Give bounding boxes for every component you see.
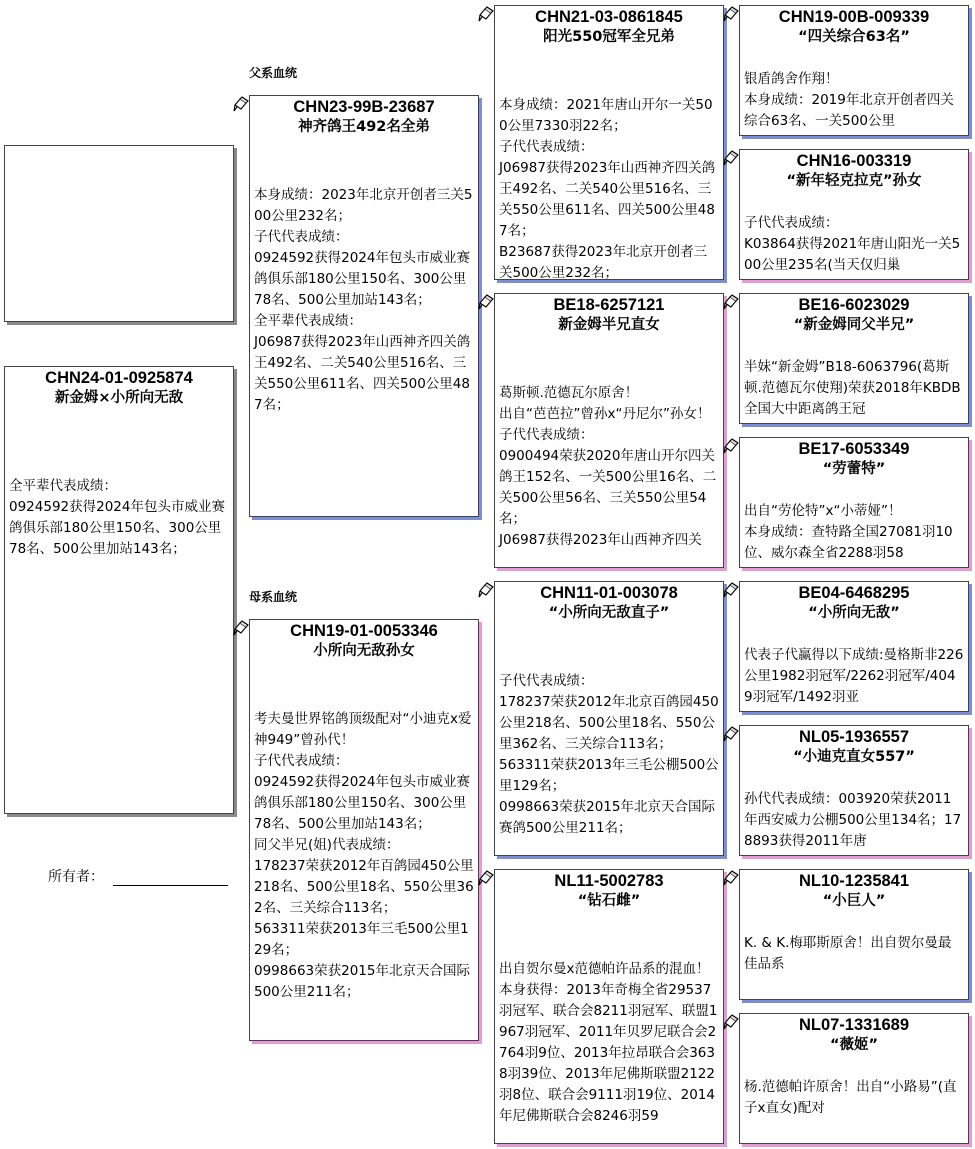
ssd-ring-number: CHN16-003319 (796, 152, 912, 170)
dsd-name: “小迪克直女557” (793, 749, 915, 765)
pin-icon (478, 870, 494, 886)
sds-note: 半妹“新金姆”B18-6063796(葛斯顿.范德瓦尔使翔)荣获2018年KBDB全国大中距离鸽王冠 (744, 359, 961, 417)
dam-note: 考夫曼世界铭鸽顶级配对“小迪克x爱神949”曾孙代！ 子代代表成绩： 0924592获得2024年包头市威业赛鸽俱乐部180公里150名、300公里78名、500公里加站143名； 同父半兄(姐)代表成绩： 178237荣获2012年百鸽园450公里218名、500公里18名、550公里362名、三关综合113名； 563311荣获2013年三毛500公里129名； 0998663荣获2015年北京天合国际500公里211名； (254, 711, 474, 1000)
pin-icon (233, 96, 249, 112)
sire-name: 神齐鸽王492名全弟 (298, 119, 430, 135)
pin-icon (723, 6, 739, 22)
pin-icon (723, 438, 739, 454)
subject-ring-number: CHN24-01-0925874 (45, 369, 193, 387)
dss-note: 代表子代赢得以下成绩:曼格斯非226公里1982羽冠军/2262羽冠军/4049羽冠军/1492羽亚 (744, 647, 964, 705)
sire-ring-number: CHN23-99B-23687 (293, 98, 435, 116)
sds-card[interactable] (739, 293, 969, 424)
sire-line-label: 父系血统 (249, 66, 298, 80)
sss-name: “四关综合63名” (798, 29, 910, 45)
dam-dam-card[interactable] (494, 869, 724, 1144)
dam-ring-number: CHN19-01-0053346 (290, 622, 438, 640)
dam-dam-ring-number: NL11-5002783 (554, 872, 664, 890)
subject-card[interactable] (4, 366, 234, 814)
pin-icon (478, 294, 494, 310)
ssd-note: 子代代表成绩： K03864获得2021年唐山阳光一关500公里235名(当天仅归巢 (744, 215, 961, 273)
sss-ring-number: CHN19-00B-009339 (778, 8, 930, 26)
sire-sire-card[interactable] (494, 5, 724, 280)
pin-icon (723, 1014, 739, 1030)
dss-name: “小所向无敌” (808, 605, 900, 621)
pin-icon (233, 620, 249, 636)
pin-icon (723, 726, 739, 742)
ddd-card[interactable] (739, 1013, 969, 1144)
sire-dam-note: 葛斯顿.范德瓦尔原舍！ 出自“芭芭拉”曾孙x“丹尼尔”孙女！ 子代代表成绩： 0900494荣获2020年唐山开尔四关鸽王152名、一关500公里16名、二关500公里56名、三关550公里54名； J06987获得2023年山西神齐四关 (499, 385, 717, 548)
owner-label: 所有者： (48, 869, 104, 885)
photo-placeholder (4, 145, 234, 322)
dam-line-label: 母系血统 (249, 590, 298, 604)
sdd-note: 出自“劳伦特”x“小蒂娅”！ 本身成绩：查特路全国27081羽10位、威尔森全省2288羽58 (744, 503, 953, 561)
sire-sire-note: 本身成绩：2021年唐山开尔一关500公里7330羽22名； 子代代表成绩： J06987获得2023年山西神齐四关鸽王492名、二关540公里516名、三关550公里611名、四关500公里487名； B23687获得2023年北京开创者三关500公里232名； (499, 97, 716, 280)
pin-icon (723, 582, 739, 598)
dam-name: 小所向无敌孙女 (313, 643, 415, 659)
dss-card[interactable] (739, 581, 969, 712)
pin-icon (723, 870, 739, 886)
dam-card[interactable] (249, 619, 479, 1041)
sdd-ring-number: BE17-6053349 (798, 440, 910, 458)
dsd-card[interactable] (739, 725, 969, 856)
ssd-card[interactable] (739, 149, 969, 280)
dsd-ring-number: NL05-1936557 (798, 728, 910, 746)
sire-dam-name: 新金姆半兄直女 (558, 317, 660, 333)
dds-name: “小巨人” (822, 893, 886, 909)
sire-card[interactable] (249, 95, 479, 517)
sire-dam-card[interactable] (494, 293, 724, 568)
subject-name: 新金姆×小所向无敌 (54, 390, 184, 406)
dam-dam-note: 出自贺尔曼x范德帕许品系的混血！本身获得：2013年奇梅全省29537羽冠军、联合会8211羽冠军、联盟1967羽冠军、2011年贝罗尼联合会2764羽9位、2013年拉昂联合会3638羽39位、2013年尼佛斯联盟2122羽8位、联合会9111羽19位、2014年尼佛斯联合会8246羽59 (499, 961, 718, 1124)
dam-sire-ring-number: CHN11-01-003078 (540, 584, 678, 602)
sss-card[interactable] (739, 5, 969, 136)
dam-sire-card[interactable] (494, 581, 724, 856)
sds-ring-number: BE16-6023029 (798, 296, 910, 314)
owner-field-line (113, 884, 228, 886)
dam-sire-name: “小所向无敌直子” (548, 605, 670, 621)
ddd-name: “薇姬” (829, 1037, 879, 1053)
dam-sire-note: 子代代表成绩： 178237荣获2012年北京百鸽园450公里218名、500公里18名、550公里362名、三关综合113名； 563311荣获2013年三毛公棚500公里129名； 0998663荣获2015年北京天合国际赛鸽500公里211名； (499, 673, 719, 836)
dds-ring-number: NL10-1235841 (798, 872, 910, 890)
sds-name: “新金姆同父半兄” (793, 317, 915, 333)
sire-note: 本身成绩：2023年北京开创者三关500公里232名； 子代代表成绩： 0924592获得2024年包头市威业赛鸽俱乐部180公里150名、300公里78名、500公里加站143名； 全平辈代表成绩： J06987获得2023年山西神齐四关鸽王492名、二关540公里516名、三关550公里611名、四关500公里487名； (254, 187, 473, 413)
pin-icon (478, 6, 494, 22)
pin-icon (723, 294, 739, 310)
pin-icon (478, 582, 494, 598)
sire-sire-name: 阳光550冠军全兄弟 (543, 29, 675, 45)
ddd-note: 杨.范德帕许原舍！出自“小路易”(直子x直女)配对 (744, 1079, 957, 1116)
dam-dam-name: “钻石雌” (577, 893, 641, 909)
sire-dam-ring-number: BE18-6257121 (553, 296, 665, 314)
dds-card[interactable] (739, 869, 969, 1000)
sdd-card[interactable] (739, 437, 969, 568)
ddd-ring-number: NL07-1331689 (798, 1016, 910, 1034)
subject-note: 全平辈代表成绩： 0924592获得2024年包头市威业赛鸽俱乐部180公里150名、300公里78名、500公里加站143名； (9, 478, 225, 557)
sss-note: 银盾鸽舍作翔！ 本身成绩：2019年北京开创者四关综合63名、一关500公里 (744, 71, 954, 129)
dsd-note: 孙代代表成绩：003920荣获2011年西安威力公棚500公里134名；178893获得2011年唐 (744, 791, 962, 849)
sdd-name: “劳蕾特” (822, 461, 886, 477)
ssd-name: “新年轻克拉克”孙女 (786, 173, 922, 189)
dds-note: K. & K.梅耶斯原舍！出自贺尔曼最佳品系 (744, 935, 952, 972)
dss-ring-number: BE04-6468295 (798, 584, 910, 602)
sire-sire-ring-number: CHN21-03-0861845 (535, 8, 683, 26)
pin-icon (723, 150, 739, 166)
